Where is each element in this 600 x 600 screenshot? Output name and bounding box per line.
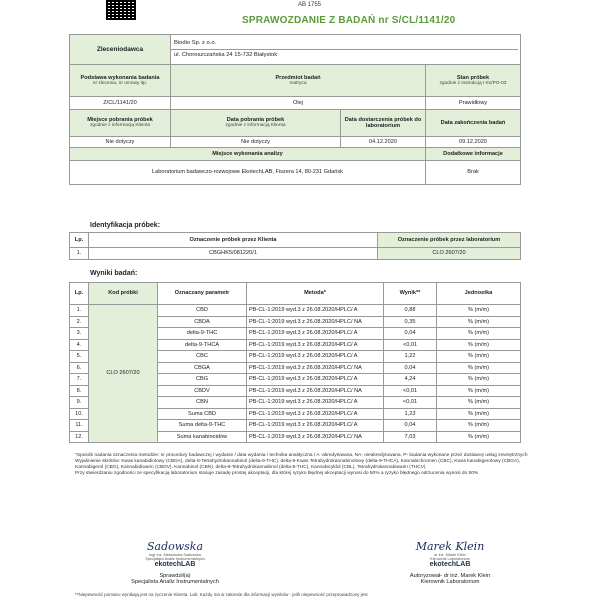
delivery-date-value: 04.12.2020: [341, 137, 426, 148]
row-lp: 11.: [70, 420, 89, 432]
qr-code-icon: [106, 0, 136, 20]
row-unit: % (m/m): [437, 305, 521, 317]
state-header-title: Stan próbek: [456, 74, 490, 81]
row-lp: 2.: [70, 316, 89, 328]
row-lp: 9.: [70, 397, 89, 409]
row-method: PB-CL-1:2019 wyd.3 z 26.08.2020/HPLC/ A: [247, 397, 384, 409]
results-param-header: Oznaczany parametr: [158, 283, 247, 305]
row-result: <0,01: [384, 397, 437, 409]
sampling-place-sub: zgodnie z informacją Klienta: [90, 123, 150, 129]
row-param: Suma delta-9-THC: [158, 420, 247, 432]
row-result: 1,22: [384, 351, 437, 363]
client-label: Zleceniodawca: [70, 35, 171, 65]
row-result: 1,23: [384, 408, 437, 420]
left-signature-scribble: Sadowska: [146, 540, 204, 553]
subject-header-sub: matryca: [289, 80, 307, 86]
results-row: [70, 305, 521, 317]
notes-block: [75, 453, 535, 477]
results-result-header: Wynik**: [384, 283, 437, 305]
client-info-table: [69, 34, 521, 185]
footer-note: **Niepewność pomiaru wynikają jest na życzenie Klienta. Lab. Każdy ma w zakresie dla informacji wyników - jeśli niepewność przeprowadzony jest: [75, 592, 368, 597]
row-param: CBDA: [158, 316, 247, 328]
sampling-place-value: Nie dotyczy: [70, 137, 171, 148]
state-value: Prawidłowy: [426, 97, 521, 110]
row-unit: % (m/m): [437, 420, 521, 432]
additional-info-header: Dodatkowe informacje: [426, 148, 521, 161]
right-sign-role: Kierownik Laboratorium: [420, 579, 480, 585]
subject-header-title: Przedmiot badań: [275, 74, 321, 81]
row-result: 0,35: [384, 316, 437, 328]
row-result: 0,04: [384, 362, 437, 374]
accreditation-number: AB 1755: [298, 2, 322, 8]
sampling-date-value: Nie dotyczy: [171, 137, 341, 148]
right-sign-label: Autoryzował- dr inż. Marek Klein: [409, 573, 491, 579]
ident-lab-header: Oznaczenie próbek przez laboratorium: [378, 233, 521, 248]
subject-header: [171, 65, 426, 97]
row-method: PB-CL-1:2019 wyd.3 z 26.08.2020/HPLC/ A: [247, 328, 384, 340]
ident-lab: CLO 2607/20: [378, 248, 521, 260]
note-acceptance: Przy stwierdzaniu zgodności ze specyfikacją laboratorium stosuje zasadę prostej akceptacji, dla której ryzyko błędnej akceptacji wynosi do 50% a ryzyko błędnego odrzucenia wynosi do 50%: [75, 470, 479, 476]
checked-by-signature: [110, 540, 240, 585]
row-unit: % (m/m): [437, 397, 521, 409]
row-unit: % (m/m): [437, 374, 521, 386]
sampling-date-sub: zgodnie z informacją Klienta: [225, 123, 286, 129]
row-lp: 1.: [70, 305, 89, 317]
row-method: PB-CL-1:2019 wyd.3 z 26.08.2020/HPLC/ A: [247, 420, 384, 432]
row-result: <0,01: [384, 385, 437, 397]
note-method: *Sposób nadania oznaczenia metodzie: nr procedury badawczej / wydanie / data wydania / technika analityczna / A -akredytowana, NA- nieakredytowana, P- badania wykonane przez dostawcę usług zewnętrznych: [75, 453, 528, 458]
end-date-header: Data zakończenia badań: [426, 110, 521, 137]
sampling-place-header: [70, 110, 171, 137]
results-lp-header: Lp.: [70, 283, 89, 305]
results-code-header: Kod próbki: [89, 283, 158, 305]
row-method: PB-CL-1:2019 wyd.3 z 26.08.2020/HPLC/ A: [247, 305, 384, 317]
row-param: CBD: [158, 305, 247, 317]
identification-title: Identyfikacja próbek:: [90, 222, 161, 229]
left-sign-label: Sprawdził(a): [159, 573, 191, 579]
results-unit-header: Jednostka: [437, 283, 521, 305]
sample-code-cell: CLO 2607/20: [89, 305, 158, 443]
results-table: [69, 282, 521, 443]
note-abbreviations: Wyjaśnienie skrótów: Kwas kanabidiolowy (CBDA), delta-9-Tetrahydrokannabinol (delta-9-THC), delta-9-Kwas Tetrahydrokannabinolowy (delta-9-THCA), Kannabichromen (CBC), Kwas kanabigerolowy (CBGA), Kannabigerol (CBG), Kannabidiwarin (CBDV), Kannabinol (CBN), delta-8-Tetrahydrokannabinol (delta-8-THC), Kannabicyklol (CBL), Tetrahydrokannabiwarin (THCV): [75, 458, 521, 470]
subject-value: Olej: [171, 97, 426, 110]
row-method: PB-CL-1:2019 wyd.3 z 26.08.2020/HPLC/ NA: [247, 385, 384, 397]
row-param: CBDV: [158, 385, 247, 397]
analysis-place-header: Miejsce wykonania analizy: [70, 148, 426, 161]
row-unit: % (m/m): [437, 385, 521, 397]
sampling-date-header: [171, 110, 341, 137]
row-lp: 4.: [70, 339, 89, 351]
left-stamp-name: mgr inż. Aleksandra Sadowska: [149, 553, 201, 557]
row-unit: % (m/m): [437, 351, 521, 363]
delivery-date-header: Data dostarczenia próbek do laboratorium: [341, 110, 426, 137]
client-cell: [171, 35, 521, 65]
row-method: PB-CL-1:2019 wyd.3 z 26.08.2020/HPLC/ NA: [247, 316, 384, 328]
row-lp: 7.: [70, 374, 89, 386]
left-stamp-role: Specjalista Analiz Instrumentalnych: [145, 557, 205, 561]
report-title: SPRAWOZDANIE Z BADAŃ nr S/CL/1141/20: [242, 15, 456, 26]
row-lp: 10.: [70, 408, 89, 420]
row-result: 0,88: [384, 305, 437, 317]
row-param: delta-9-THC: [158, 328, 247, 340]
basis-header-sub: nr zlecenia, nr umowy itp.: [92, 80, 148, 86]
basis-header: [70, 65, 171, 97]
left-sign-role: Specjalista Analiz Instrumentalnych: [131, 579, 219, 585]
row-param: Suma kanabinoidów: [158, 431, 247, 443]
row-method: PB-CL-1:2019 wyd.3 z 26.08.2020/HPLC/ A: [247, 351, 384, 363]
ident-client: CBGHK5/081220/1: [89, 248, 378, 260]
right-signature-scribble: Marek Klein: [415, 540, 485, 553]
left-ekotechlab-logo: ekotechLAB: [154, 561, 196, 568]
row-lp: 5.: [70, 351, 89, 363]
sampling-date-title: Data pobrania próbek: [226, 117, 285, 124]
state-header-sub: zgodnie z instrukcją I-01/PO-03: [439, 80, 507, 86]
row-result: 4,24: [384, 374, 437, 386]
row-unit: % (m/m): [437, 339, 521, 351]
client-address: ul. Choroszczańska 24 15-732 Białystok: [174, 52, 278, 58]
row-lp: 8.: [70, 385, 89, 397]
results-method-header: Metoda*: [247, 283, 384, 305]
row-method: PB-CL-1:2019 wyd.3 z 26.08.2020/HPLC/ NA: [247, 362, 384, 374]
row-unit: % (m/m): [437, 408, 521, 420]
row-unit: % (m/m): [437, 362, 521, 374]
end-date-value: 09.12.2020: [426, 137, 521, 148]
row-unit: % (m/m): [437, 431, 521, 443]
row-lp: 6.: [70, 362, 89, 374]
right-stamp-name: dr inż. Marek Klein: [434, 553, 466, 557]
additional-info-value: Brak: [426, 161, 521, 185]
results-title: Wyniki badań:: [90, 270, 138, 277]
row-method: PB-CL-1:2019 wyd.3 z 26.08.2020/HPLC/ A: [247, 374, 384, 386]
basis-header-title: Podstawa wykonania badania: [80, 74, 160, 81]
row-param: CBGA: [158, 362, 247, 374]
ident-lp: 1.: [70, 248, 89, 260]
ident-client-header: Oznaczenie próbek przez Klienta: [89, 233, 378, 248]
analysis-place-value: Laboratorium badawczo-rozwojowe EkotechLAB, Fiszera 14, 80-231 Gdańsk: [70, 161, 426, 185]
row-result: 7,03: [384, 431, 437, 443]
row-unit: % (m/m): [437, 328, 521, 340]
sampling-place-title: Miejsce pobrania próbek: [87, 117, 153, 124]
row-lp: 3.: [70, 328, 89, 340]
row-method: PB-CL-1:2019 wyd.3 z 26.08.2020/HPLC/ A: [247, 408, 384, 420]
row-result: 0,04: [384, 328, 437, 340]
row-param: CBG: [158, 374, 247, 386]
identification-table: [69, 232, 521, 260]
client-name: Biodio Sp. z o.o.: [171, 38, 518, 50]
row-result: 0,04: [384, 420, 437, 432]
row-method: PB-CL-1:2019 wyd.3 z 26.08.2020/HPLC/ A: [247, 339, 384, 351]
authorized-by-signature: [380, 540, 520, 585]
basis-value: Z/CL/1141/20: [70, 97, 171, 110]
row-param: CBN: [158, 397, 247, 409]
row-lp: 12.: [70, 431, 89, 443]
right-stamp-role: Kierownik Laboratorium: [430, 557, 470, 561]
right-ekotechlab-logo: ekotechLAB: [429, 561, 471, 568]
state-header: [426, 65, 521, 97]
row-method: PB-CL-1:2019 wyd.3 z 26.08.2020/HPLC/ NA: [247, 431, 384, 443]
row-param: delta-9-THCA: [158, 339, 247, 351]
row-result: <0,01: [384, 339, 437, 351]
row-param: Suma CBD: [158, 408, 247, 420]
row-param: CBC: [158, 351, 247, 363]
ident-lp-header: Lp.: [70, 233, 89, 248]
row-unit: % (m/m): [437, 316, 521, 328]
